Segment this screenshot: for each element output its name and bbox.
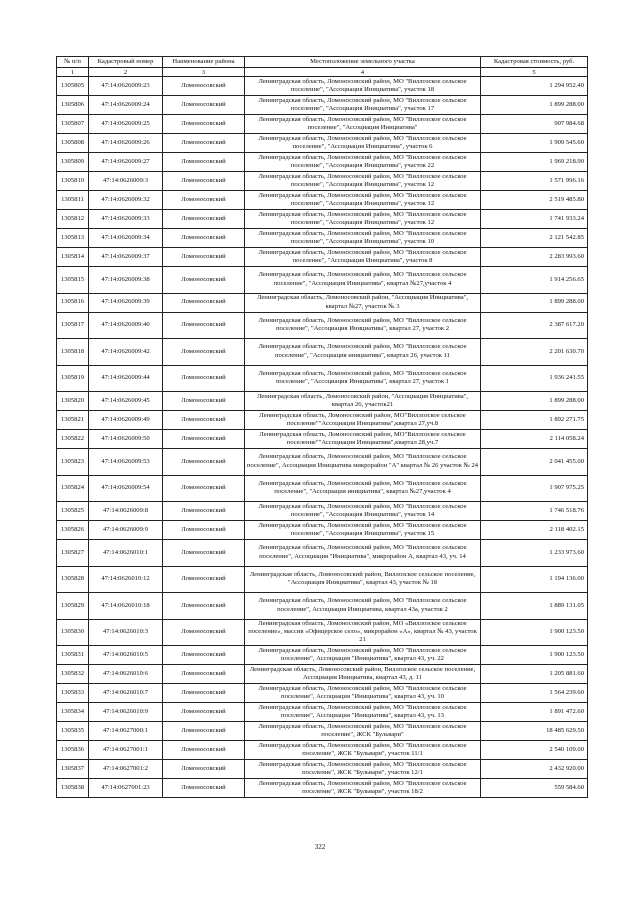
district-cell: Ломоносовский xyxy=(163,172,245,191)
row-number-cell: 1305809 xyxy=(57,153,89,172)
cadastral-number-cell: 47:14:0626010:3 xyxy=(89,619,163,646)
cadastral-number-cell: 47:14:0627001:2 xyxy=(89,760,163,779)
table-row xyxy=(57,760,588,779)
cadastral-value-cell: 2 519 485.80 xyxy=(481,191,588,210)
table-row xyxy=(57,449,588,476)
district-cell: Ломоносовский xyxy=(163,411,245,430)
row-number-cell: 1305805 xyxy=(57,77,89,96)
district-cell: Ломоносовский xyxy=(163,229,245,248)
cadastral-number-cell: 47:14:0626009:38 xyxy=(89,267,163,294)
header-district: Наименование района xyxy=(163,57,245,68)
location-cell: Ленинградская область, Ломоносовский район, МО "Виллозское сельское поселение", "Ассоциация Инициатива", квартал 27, участок 2 xyxy=(245,312,481,339)
location-cell: Ленинградская область, Ломоносовский район, МО "Виллозское сельское поселение", Ассоциация Инициатива, квартал 43а, участок 2 xyxy=(245,593,481,620)
cadastral-value-cell: 1 205 881.60 xyxy=(481,665,588,684)
district-cell: Ломоносовский xyxy=(163,475,245,502)
cadastral-number-cell: 47:14:0626009:24 xyxy=(89,96,163,115)
location-cell: Ленинградская область, Ломоносовский район, МО "Виллозское сельское поселение", ЖСК "Бульвари" xyxy=(245,722,481,741)
table-row xyxy=(57,619,588,646)
table-column-numbers-row xyxy=(57,68,588,77)
table-row xyxy=(57,566,588,593)
location-cell: Ленинградская область, Ломоносовский район, "Ассоциация Инициатива", квартал №27, участок № 3 xyxy=(245,293,481,312)
cadastral-value-cell: 18 485 629.50 xyxy=(481,722,588,741)
cadastral-number-cell: 47:14:0626009:8 xyxy=(89,502,163,521)
table-body xyxy=(57,77,588,798)
location-cell: Ленинградская область, Ломоносовский район, МО "Виллозское сельское поселение", "Ассоциация Инициатива", квартал №27,участок 4 xyxy=(245,267,481,294)
cadastral-value-cell: 2 041 455.00 xyxy=(481,449,588,476)
row-number-cell: 1305817 xyxy=(57,312,89,339)
location-cell: Ленинградская область, Ломоносовский район, МО "Виллозское сельское поселение", Ассоциация Инициатива микрорайон "А" квартал № 26 участок № 24 xyxy=(245,449,481,476)
table-row xyxy=(57,430,588,449)
cadastral-number-cell: 47:14:0626009:33 xyxy=(89,210,163,229)
cadastral-value-cell: 1 914 256.65 xyxy=(481,267,588,294)
district-cell: Ломоносовский xyxy=(163,267,245,294)
district-cell: Ломоносовский xyxy=(163,703,245,722)
cadastral-value-cell: 1 899 288.00 xyxy=(481,96,588,115)
location-cell: Ленинградская область, Ломоносовский район, МО"Виллозское сельское поселение""Ассоциация Инициатива",квартал 28,уч.7 xyxy=(245,430,481,449)
table-row xyxy=(57,153,588,172)
cadastral-number-cell: 47:14:0626009:45 xyxy=(89,392,163,411)
row-number-cell: 1305820 xyxy=(57,392,89,411)
cadastral-value-cell: 2 432 920.00 xyxy=(481,760,588,779)
table-row xyxy=(57,210,588,229)
row-number-cell: 1305824 xyxy=(57,475,89,502)
cadastral-value-cell: 1 741 933.24 xyxy=(481,210,588,229)
location-cell: Ленинградская область, Ломоносовский район, МО "Виллозское сельское поселение", "Ассоциация Инициатива", квартал 27, участок 1 xyxy=(245,365,481,392)
district-cell: Ломоносовский xyxy=(163,153,245,172)
location-cell: Ленинградская область, Ломоносовский район, МО "Виллозское сельское поселение", ЖСК "Бульвари", участок 12/1 xyxy=(245,760,481,779)
district-cell: Ломоносовский xyxy=(163,502,245,521)
row-number-cell: 1305826 xyxy=(57,521,89,540)
location-cell: Ленинградская область, Ломоносовский район, МО "Виллозское сельское поселение", "Ассоциация Инициатива", участок 17 xyxy=(245,96,481,115)
header-cadastral-number: Кадастровый номер xyxy=(89,57,163,68)
district-cell: Ломоносовский xyxy=(163,521,245,540)
cadastral-number-cell: 47:14:0626009:44 xyxy=(89,365,163,392)
district-cell: Ломоносовский xyxy=(163,134,245,153)
cadastral-number-cell: 47:14:0626010:6 xyxy=(89,665,163,684)
table-row xyxy=(57,77,588,96)
location-cell: Ленинградская область, Ломоносовский район, МО "Виллозское сельское поселение", Ассоциация "Инициатива", квартал 43, уч. 22 xyxy=(245,646,481,665)
cadastral-value-cell: 2 114 058.24 xyxy=(481,430,588,449)
cadastral-value-cell: 1 899 288.00 xyxy=(481,392,588,411)
cadastral-value-cell: 1 892 271.75 xyxy=(481,411,588,430)
cadastral-number-cell: 47:14:0626009:49 xyxy=(89,411,163,430)
cadastral-number-cell: 47:14:0626009:37 xyxy=(89,248,163,267)
row-number-cell: 1305806 xyxy=(57,96,89,115)
location-cell: Ленинградская область, Ломоносовский район, МО "Виллозское сельское поселение", "Ассоциация Инициатива", участок 6 xyxy=(245,134,481,153)
row-number-cell: 1305833 xyxy=(57,684,89,703)
district-cell: Ломоносовский xyxy=(163,392,245,411)
table-row xyxy=(57,646,588,665)
table-row xyxy=(57,703,588,722)
table-row xyxy=(57,411,588,430)
column-number-4: 4 xyxy=(245,68,481,77)
table-row xyxy=(57,593,588,620)
cadastral-number-cell: 47:14:0627001:23 xyxy=(89,779,163,798)
cadastral-value-cell: 1 900 123.50 xyxy=(481,646,588,665)
district-cell: Ломоносовский xyxy=(163,210,245,229)
cadastral-number-cell: 47:14:0626009:26 xyxy=(89,134,163,153)
row-number-cell: 1305808 xyxy=(57,134,89,153)
cadastral-number-cell: 47:14:0626009:32 xyxy=(89,191,163,210)
cadastral-number-cell: 47:14:0626009:23 xyxy=(89,77,163,96)
cadastral-number-cell: 47:14:0626010:9 xyxy=(89,703,163,722)
header-cadastral-value: Кадастровая стоимость, руб. xyxy=(481,57,588,68)
table-row xyxy=(57,96,588,115)
row-number-cell: 1305807 xyxy=(57,115,89,134)
cadastral-value-cell: 1 294 952.40 xyxy=(481,77,588,96)
location-cell: Ленинградская область, Ломоносовский район, МО "Виллозское сельское поселение", "Ассоциация Инициатива", участок 12 xyxy=(245,172,481,191)
row-number-cell: 1305828 xyxy=(57,566,89,593)
location-cell: Ленинградская область, Ломоносовский район, Виллозское сельское поселение, Ассоциация Инициатива, квартал 43, д. 11 xyxy=(245,665,481,684)
table-row xyxy=(57,267,588,294)
location-cell: Ленинградская область, Ломоносовский район, МО "Виллозское сельское поселение", "Ассоциация Инициатива", участок 18 xyxy=(245,77,481,96)
location-cell: Ленинградская область, Ломоносовский район, МО "Виллозское сельское поселение", "Ассоциация инициатива", квартал 26, участок 11 xyxy=(245,339,481,366)
location-cell: Ленинградская область, Ломоносовский район, МО "Виллозское сельское поселение", "Ассоциация Инициатива", участок 12 xyxy=(245,210,481,229)
table-row xyxy=(57,665,588,684)
location-cell: Ленинградская область, Ломоносовский район, МО "Виллозское сельское поселение", ЖСК "Бульвари", участок 11/1 xyxy=(245,741,481,760)
cadastral-number-cell: 47:14:0626010:18 xyxy=(89,593,163,620)
table-row xyxy=(57,521,588,540)
district-cell: Ломоносовский xyxy=(163,779,245,798)
cadastral-value-cell: 1 909 545.60 xyxy=(481,134,588,153)
cadastral-value-cell: 2 118 402.15 xyxy=(481,521,588,540)
table-row xyxy=(57,502,588,521)
page-number: 322 xyxy=(314,843,326,851)
row-number-cell: 1305832 xyxy=(57,665,89,684)
district-cell: Ломоносовский xyxy=(163,115,245,134)
district-cell: Ломоносовский xyxy=(163,619,245,646)
cadastral-number-cell: 47:14:0626009:9 xyxy=(89,521,163,540)
location-cell: Ленинградская область, Ломоносовский район, МО "Виллозское сельское поселение", Ассоциация "Инициатива", квартал 43, уч. 10 xyxy=(245,684,481,703)
cadastral-number-cell: 47:14:0626009:3 xyxy=(89,172,163,191)
cadastral-number-cell: 47:14:0626009:42 xyxy=(89,339,163,366)
cadastral-number-cell: 47:14:0626009:53 xyxy=(89,449,163,476)
location-cell: Ленинградская область, Ломоносовский район, МО "Виллозское сельское поселение", "Ассоциация инициатива", квартал №27,участок 4 xyxy=(245,475,481,502)
row-number-cell: 1305822 xyxy=(57,430,89,449)
table-row xyxy=(57,312,588,339)
row-number-cell: 1305813 xyxy=(57,229,89,248)
cadastral-value-cell: 1 899 288.00 xyxy=(481,293,588,312)
district-cell: Ломоносовский xyxy=(163,646,245,665)
cadastral-value-cell: 907 984.68 xyxy=(481,115,588,134)
district-cell: Ломоносовский xyxy=(163,540,245,567)
row-number-cell: 1305816 xyxy=(57,293,89,312)
row-number-cell: 1305827 xyxy=(57,540,89,567)
district-cell: Ломоносовский xyxy=(163,741,245,760)
table-row xyxy=(57,741,588,760)
table-row xyxy=(57,475,588,502)
cadastral-value-cell: 1 889 131.05 xyxy=(481,593,588,620)
row-number-cell: 1305818 xyxy=(57,339,89,366)
table-row xyxy=(57,365,588,392)
table-row xyxy=(57,115,588,134)
cadastral-value-cell: 2 387 617.20 xyxy=(481,312,588,339)
district-cell: Ломоносовский xyxy=(163,566,245,593)
location-cell: Ленинградская область, Ломоносовский район, МО "Виллозское сельское поселение", Ассоциация "Инициатива", квартал 43, уч. 13 xyxy=(245,703,481,722)
row-number-cell: 1305834 xyxy=(57,703,89,722)
table-row xyxy=(57,248,588,267)
row-number-cell: 1305830 xyxy=(57,619,89,646)
district-cell: Ломоносовский xyxy=(163,191,245,210)
district-cell: Ломоносовский xyxy=(163,339,245,366)
table-row xyxy=(57,722,588,741)
table-header-row xyxy=(57,57,588,68)
cadastral-value-cell: 2 201 630.70 xyxy=(481,339,588,366)
district-cell: Ломоносовский xyxy=(163,665,245,684)
cadastral-value-cell: 559 584.60 xyxy=(481,779,588,798)
row-number-cell: 1305823 xyxy=(57,449,89,476)
location-cell: Ленинградская область, Ломоносовский район, "Ассоциация Инициатива", квартал 26, участок21 xyxy=(245,392,481,411)
cadastral-value-cell: 1 969 218.90 xyxy=(481,153,588,172)
cadastral-value-cell: 1 194 136.00 xyxy=(481,566,588,593)
cadastral-number-cell: 47:14:0626009:54 xyxy=(89,475,163,502)
table-row xyxy=(57,540,588,567)
district-cell: Ломоносовский xyxy=(163,593,245,620)
cadastral-number-cell: 47:14:0626010:1 xyxy=(89,540,163,567)
cadastral-number-cell: 47:14:0626009:34 xyxy=(89,229,163,248)
location-cell: Ленинградская область, Ломоносовский район, МО "Виллозское сельское поселение", "Ассоциация Инициатива", участок 22 xyxy=(245,153,481,172)
cadastral-number-cell: 47:14:0626009:40 xyxy=(89,312,163,339)
row-number-cell: 1305831 xyxy=(57,646,89,665)
district-cell: Ломоносовский xyxy=(163,760,245,779)
cadastral-number-cell: 47:14:0627000:1 xyxy=(89,722,163,741)
district-cell: Ломоносовский xyxy=(163,77,245,96)
cadastral-value-cell: 2 283 993.60 xyxy=(481,248,588,267)
cadastral-value-cell: 1 571 996.16 xyxy=(481,172,588,191)
row-number-cell: 1305837 xyxy=(57,760,89,779)
table-row xyxy=(57,339,588,366)
cadastral-value-cell: 1 907 975.25 xyxy=(481,475,588,502)
location-cell: Ленинградская область, Ломоносовский район, МО "Виллозское сельское поселение", "Ассоциация Инициатива" xyxy=(245,115,481,134)
location-cell: Ленинградская область, Ломоносовский район, МО "Виллозское сельское поселение", "Ассоциация Инициатива", участок 8 xyxy=(245,248,481,267)
cadastral-value-cell: 1 746 518.76 xyxy=(481,502,588,521)
row-number-cell: 1305836 xyxy=(57,741,89,760)
district-cell: Ломоносовский xyxy=(163,684,245,703)
cadastral-number-cell: 47:14:0626009:25 xyxy=(89,115,163,134)
row-number-cell: 1305812 xyxy=(57,210,89,229)
table-row xyxy=(57,779,588,798)
table-row xyxy=(57,684,588,703)
table-row xyxy=(57,134,588,153)
location-cell: Ленинградская область, Ломоносовский район, МО "Виллозское сельское поселение", "Ассоциация Инициатива", участок 10 xyxy=(245,229,481,248)
district-cell: Ломоносовский xyxy=(163,293,245,312)
table-row xyxy=(57,191,588,210)
location-cell: Ленинградская область, Ломоносовский район, МО "Виллозское сельское поселение", "Ассоциация Инициатива", участок 14 xyxy=(245,502,481,521)
cadastral-number-cell: 47:14:0627001:1 xyxy=(89,741,163,760)
cadastral-value-cell: 1 564 239.60 xyxy=(481,684,588,703)
district-cell: Ломоносовский xyxy=(163,722,245,741)
row-number-cell: 1305810 xyxy=(57,172,89,191)
cadastral-value-cell: 1 891 472.60 xyxy=(481,703,588,722)
cadastral-value-cell: 2 540 109.00 xyxy=(481,741,588,760)
row-number-cell: 1305829 xyxy=(57,593,89,620)
row-number-cell: 1305835 xyxy=(57,722,89,741)
location-cell: Ленинградская область, Ломоносовский район, МО "Виллозское сельское поселение", ЖСК "Бульвари", участок 18/2 xyxy=(245,779,481,798)
row-number-cell: 1305815 xyxy=(57,267,89,294)
cadastral-value-cell: 1 900 123.50 xyxy=(481,619,588,646)
cadastral-number-cell: 47:14:0626010:7 xyxy=(89,684,163,703)
cadastral-number-cell: 47:14:0626010:5 xyxy=(89,646,163,665)
table-row xyxy=(57,172,588,191)
row-number-cell: 1305821 xyxy=(57,411,89,430)
header-row-number: № п/п xyxy=(57,57,89,68)
row-number-cell: 1305819 xyxy=(57,365,89,392)
cadastral-number-cell: 47:14:0626009:27 xyxy=(89,153,163,172)
location-cell: Ленинградская область, Ломоносовский район, Виллозское сельское поселение, "Ассоциация Инициатива", квартал 43, участок № 18 xyxy=(245,566,481,593)
cadastral-number-cell: 47:14:0626009:50 xyxy=(89,430,163,449)
table-row xyxy=(57,392,588,411)
cadastral-number-cell: 47:14:0626009:39 xyxy=(89,293,163,312)
district-cell: Ломоносовский xyxy=(163,365,245,392)
row-number-cell: 1305825 xyxy=(57,502,89,521)
cadastral-value-cell: 1 233 973.60 xyxy=(481,540,588,567)
location-cell: Ленинградская область, Ломоносовский район, МО "Виллозское сельское поселение", "Ассоциация Инициатива", участок 12 xyxy=(245,191,481,210)
location-cell: Ленинградская область, Ломоносовский район, МО «Виллозское сельское поселение», массив «Офицерское село», микрорайон «А», квартал № 43, участок 21 xyxy=(245,619,481,646)
district-cell: Ломоносовский xyxy=(163,312,245,339)
row-number-cell: 1305811 xyxy=(57,191,89,210)
row-number-cell: 1305838 xyxy=(57,779,89,798)
location-cell: Ленинградская область, Ломоносовский район, МО "Виллозское сельское поселение", "Ассоциация Инициатива", участок 15 xyxy=(245,521,481,540)
table-row xyxy=(57,229,588,248)
district-cell: Ломоносовский xyxy=(163,449,245,476)
district-cell: Ломоносовский xyxy=(163,96,245,115)
column-number-3: 3 xyxy=(163,68,245,77)
district-cell: Ломоносовский xyxy=(163,430,245,449)
column-number-2: 2 xyxy=(89,68,163,77)
cadastral-value-cell: 2 121 542.85 xyxy=(481,229,588,248)
column-number-1: 1 xyxy=(57,68,89,77)
cadastral-value-table xyxy=(56,56,588,798)
row-number-cell: 1305814 xyxy=(57,248,89,267)
column-number-5: 5 xyxy=(481,68,588,77)
location-cell: Ленинградская область, Ломоносовский район, МО"Виллозское сельское поселение""Ассоциация Инициатива",квартал 27,уч.8 xyxy=(245,411,481,430)
cadastral-number-cell: 47:14:0626010:12 xyxy=(89,566,163,593)
table-row xyxy=(57,293,588,312)
cadastral-value-cell: 1 936 241.55 xyxy=(481,365,588,392)
district-cell: Ломоносовский xyxy=(163,248,245,267)
header-location: Местоположение земельного участка xyxy=(245,57,481,68)
location-cell: Ленинградская область, Ломоносовский район, МО "Виллозское сельское поселение", Ассоциация "Инициатива", микрорайон А, квартал 43, уч. 14 xyxy=(245,540,481,567)
